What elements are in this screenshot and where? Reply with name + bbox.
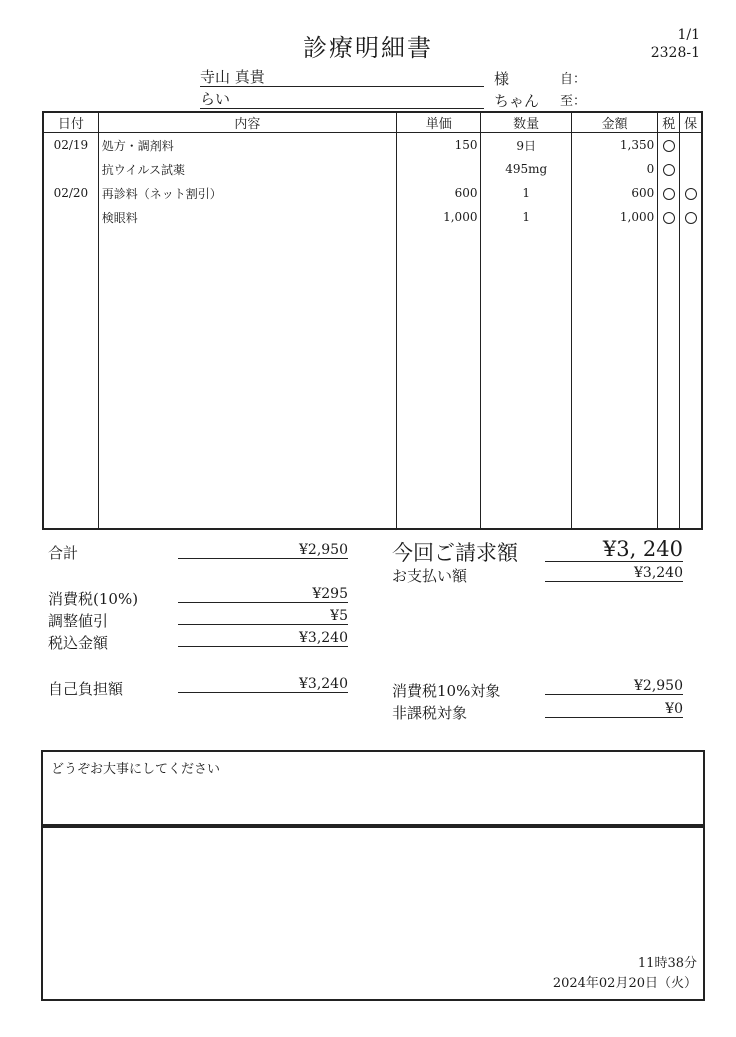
row-unit-price (397, 157, 481, 181)
from-label: 自： (560, 72, 587, 87)
table-header-row (43, 112, 702, 133)
to-label: 至： (560, 94, 587, 109)
row-unit-price: 150 (397, 133, 481, 158)
row-content: 検眼料 (98, 205, 396, 229)
notes-box (41, 824, 705, 1001)
row-quantity: 1 (481, 205, 571, 229)
row-tax-cell (658, 181, 680, 205)
subtotal-value: ¥2,950 (178, 542, 348, 559)
tax-circle-icon (663, 212, 675, 224)
nontaxable-label: 非課税対象 (392, 704, 468, 722)
row-insurance-cell (680, 133, 702, 158)
header-tax: 税 (658, 112, 680, 133)
footer-time: 11時38分 (637, 956, 697, 971)
billing-label: 今回ご請求額 (392, 541, 518, 565)
row-quantity: 1 (481, 181, 571, 205)
owner-name: 寺山 真貴 (200, 68, 265, 86)
taxable-value: ¥2,950 (545, 678, 683, 695)
total-incl-value: ¥3,240 (178, 630, 348, 647)
owner-suffix: 様 (494, 70, 510, 88)
row-date: 02/19 (43, 133, 98, 158)
nontaxable-value: ¥0 (545, 701, 683, 718)
row-tax-cell (658, 157, 680, 181)
pet-suffix: ちゃん (494, 92, 540, 110)
row-insurance-cell (680, 181, 702, 205)
row-insurance-cell (680, 157, 702, 181)
row-date: 02/20 (43, 181, 98, 205)
adjust-value: ¥5 (178, 608, 348, 625)
header-quantity: 数量 (481, 112, 571, 133)
row-quantity: 495mg (481, 157, 571, 181)
pet-name-line (200, 88, 484, 109)
pet-name: らい (200, 90, 231, 108)
row-content: 処方・調剤料 (98, 133, 396, 158)
owner-name-line (200, 66, 484, 87)
table-filler-row (43, 229, 702, 529)
page-number: 1/1 (677, 27, 700, 43)
payment-label: お支払い額 (392, 567, 468, 585)
row-unit-price: 1,000 (397, 205, 481, 229)
payment-value: ¥3,240 (545, 565, 683, 582)
row-amount: 1,350 (571, 133, 657, 158)
tax-label: 消費税(10%) (48, 590, 139, 608)
total-incl-label: 税込金額 (48, 634, 109, 652)
tax-circle-icon (663, 188, 675, 200)
tax-circle-icon (663, 164, 675, 176)
row-content: 再診料（ネット割引） (98, 181, 396, 205)
message-box (41, 750, 705, 828)
items-table (42, 111, 703, 530)
header-insurance: 保 (680, 112, 702, 133)
row-amount: 600 (571, 181, 657, 205)
header-content: 内容 (98, 112, 396, 133)
row-content: 抗ウイルス試薬 (98, 157, 396, 181)
document-number: 2328-1 (650, 45, 700, 61)
self-pay-label: 自己負担額 (48, 680, 124, 698)
row-date (43, 205, 98, 229)
page-number-block (651, 26, 700, 62)
row-date (43, 157, 98, 181)
billing-value: ¥3, 240 (545, 537, 683, 562)
insurance-circle-icon (685, 212, 697, 224)
row-tax-cell (658, 205, 680, 229)
header-unit-price: 単価 (397, 112, 481, 133)
footer-message: どうぞお大事にしてください (51, 762, 221, 777)
row-amount: 1,000 (571, 205, 657, 229)
document-title: 診療明細書 (303, 34, 433, 62)
row-amount: 0 (571, 157, 657, 181)
row-quantity: 9日 (481, 133, 571, 158)
table-row (43, 157, 702, 181)
table-row (43, 133, 702, 158)
header-amount: 金額 (571, 112, 657, 133)
taxable-label: 消費税10%対象 (392, 682, 501, 700)
table-row (43, 205, 702, 229)
tax-value: ¥295 (178, 586, 348, 603)
self-pay-value: ¥3,240 (178, 676, 348, 693)
footer-date: 2024年02月20日（火） (552, 976, 697, 991)
insurance-circle-icon (685, 188, 697, 200)
row-unit-price: 600 (397, 181, 481, 205)
tax-circle-icon (663, 140, 675, 152)
row-tax-cell (658, 133, 680, 158)
table-row (43, 181, 702, 205)
subtotal-label: 合計 (48, 544, 79, 562)
adjust-label: 調整値引 (48, 612, 109, 630)
row-insurance-cell (680, 205, 702, 229)
header-date: 日付 (43, 112, 98, 133)
